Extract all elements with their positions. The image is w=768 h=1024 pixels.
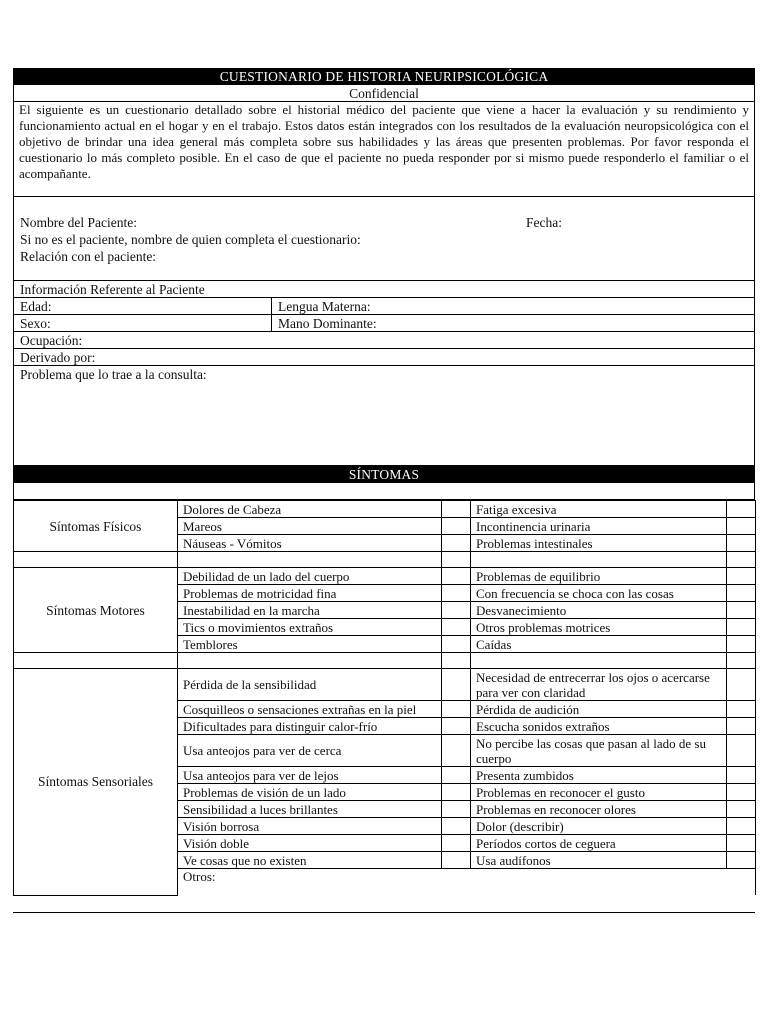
symptom-checkbox[interactable]	[727, 619, 756, 636]
symptom-checkbox[interactable]	[727, 501, 756, 518]
symptom-label: No percibe las cosas que pasan al lado de su cuerpo	[471, 735, 727, 767]
symptom-label: Ve cosas que no existen	[178, 852, 442, 869]
symptom-checkbox[interactable]	[727, 636, 756, 653]
date-label[interactable]: Fecha:	[526, 215, 562, 230]
symptom-label: Presenta zumbidos	[471, 767, 727, 784]
symptoms-table	[13, 500, 756, 896]
symptom-checkbox[interactable]	[727, 784, 756, 801]
symptom-label: Problemas de equilibrio	[471, 568, 727, 585]
symptom-label: Otros problemas motrices	[471, 619, 727, 636]
symptom-label: Problemas de visión de un lado	[178, 784, 442, 801]
symptom-label: Problemas en reconocer el gusto	[471, 784, 727, 801]
symptom-label: Caídas	[471, 636, 727, 653]
symptom-checkbox[interactable]	[727, 735, 756, 767]
symptom-label: Pérdida de la sensibilidad	[178, 669, 442, 701]
symptom-checkbox[interactable]	[727, 801, 756, 818]
gap-cell	[471, 552, 727, 568]
symptom-checkbox[interactable]	[727, 718, 756, 735]
symptom-row	[14, 669, 756, 701]
symptom-group-label: Síntomas Motores	[14, 568, 178, 653]
symptom-label: Períodos cortos de ceguera	[471, 835, 727, 852]
info-section-label: Información Referente al Paciente	[13, 281, 755, 298]
symptom-label: Cosquilleos o sensaciones extrañas en la piel	[178, 701, 442, 718]
gap-cell	[14, 653, 178, 669]
symptom-checkbox[interactable]	[727, 852, 756, 869]
intro-paragraph: El siguiente es un cuestionario detallado sobre el historial médico del paciente que viene a hacer la evaluación y su rendimiento y funcionamiento actual en el hogar y en el trabajo. Estos datos están integrados con los resultados de la evaluación neuropsicológica con el objetivo de brindar una idea general más completa sobre sus habilidades y las áreas que presenten problemas. Por favor responda el cuestionario lo más completo posible. En el caso de que el paciente no pueda responder por si mismo puede responderlo el familiar o el acompañante.	[13, 102, 755, 197]
symptom-label: Usa anteojos para ver de lejos	[178, 767, 442, 784]
symptom-group-label: Síntomas Sensoriales	[14, 669, 178, 896]
gap-cell	[727, 552, 756, 568]
sex-field[interactable]: Sexo:	[14, 315, 272, 331]
symptom-label: Desvanecimiento	[471, 602, 727, 619]
symptom-label: Usa anteojos para ver de cerca	[178, 735, 442, 767]
symptom-label: Problemas de motricidad fina	[178, 585, 442, 602]
gap-cell	[442, 552, 471, 568]
symptom-label: Necesidad de entrecerrar los ojos o acercarse para ver con claridad	[471, 669, 727, 701]
gap-cell	[14, 552, 178, 568]
gap-cell	[727, 653, 756, 669]
symptom-label: Pérdida de audición	[471, 701, 727, 718]
symptom-checkbox[interactable]	[442, 669, 471, 701]
symptom-label: Mareos	[178, 518, 442, 535]
patient-section	[13, 197, 755, 281]
form-title: CUESTIONARIO DE HISTORIA NEURIPSICOLÓGICA	[13, 68, 755, 85]
gap-cell	[178, 552, 442, 568]
symptom-checkbox[interactable]	[442, 518, 471, 535]
symptom-label: Debilidad de un lado del cuerpo	[178, 568, 442, 585]
symptom-checkbox[interactable]	[727, 535, 756, 552]
symptom-label: Visión borrosa	[178, 818, 442, 835]
symptom-label: Incontinencia urinaria	[471, 518, 727, 535]
group-gap-row	[14, 653, 756, 669]
symptom-checkbox[interactable]	[442, 636, 471, 653]
symptom-checkbox[interactable]	[442, 784, 471, 801]
symptom-checkbox[interactable]	[442, 585, 471, 602]
symptom-checkbox[interactable]	[442, 767, 471, 784]
relation-label[interactable]: Relación con el paciente:	[20, 249, 157, 264]
symptom-checkbox[interactable]	[442, 718, 471, 735]
symptom-label: Temblores	[178, 636, 442, 653]
symptom-label: Sensibilidad a luces brillantes	[178, 801, 442, 818]
bottom-rule	[13, 912, 755, 913]
symptom-checkbox[interactable]	[727, 818, 756, 835]
symptom-checkbox[interactable]	[727, 518, 756, 535]
symptom-label: Dolores de Cabeza	[178, 501, 442, 518]
symptom-label: Usa audífonos	[471, 852, 727, 869]
symptom-label: Con frecuencia se choca con las cosas	[471, 585, 727, 602]
symptom-checkbox[interactable]	[442, 835, 471, 852]
patient-name-label[interactable]: Nombre del Paciente:	[20, 215, 137, 230]
symptom-checkbox[interactable]	[442, 818, 471, 835]
others-field[interactable]: Otros:	[178, 869, 756, 896]
symptom-label: Inestabilidad en la marcha	[178, 602, 442, 619]
symptom-checkbox[interactable]	[727, 568, 756, 585]
symptom-checkbox[interactable]	[727, 669, 756, 701]
respondent-label[interactable]: Si no es el paciente, nombre de quien completa el cuestionario:	[20, 232, 361, 247]
group-gap-row	[14, 552, 756, 568]
symptom-label: Tics o movimientos extraños	[178, 619, 442, 636]
gap-cell	[442, 653, 471, 669]
symptoms-spacer	[13, 483, 755, 500]
symptom-label: Fatiga excesiva	[471, 501, 727, 518]
symptom-checkbox[interactable]	[442, 501, 471, 518]
symptom-label: Problemas en reconocer olores	[471, 801, 727, 818]
symptom-label: Escucha sonidos extraños	[471, 718, 727, 735]
symptom-label: Náuseas - Vómitos	[178, 535, 442, 552]
age-field[interactable]: Edad:	[14, 298, 272, 314]
problem-field[interactable]: Problema que lo trae a la consulta:	[13, 366, 755, 466]
symptom-checkbox[interactable]	[442, 852, 471, 869]
symptom-checkbox[interactable]	[727, 835, 756, 852]
confidential-label: Confidencial	[13, 85, 755, 102]
symptoms-title: SÍNTOMAS	[13, 466, 755, 483]
symptom-checkbox[interactable]	[442, 602, 471, 619]
symptom-label: Visión doble	[178, 835, 442, 852]
symptom-row	[14, 568, 756, 585]
language-field[interactable]: Lengua Materna:	[278, 299, 371, 314]
referred-field[interactable]: Derivado por:	[13, 349, 755, 366]
symptom-checkbox[interactable]	[442, 535, 471, 552]
symptom-checkbox[interactable]	[442, 735, 471, 767]
symptom-group-label: Síntomas Físicos	[14, 501, 178, 552]
symptom-checkbox[interactable]	[727, 767, 756, 784]
symptom-checkbox[interactable]	[727, 602, 756, 619]
symptom-label: Dificultades para distinguir calor-frío	[178, 718, 442, 735]
questionnaire-form	[13, 68, 755, 896]
symptom-checkbox[interactable]	[442, 701, 471, 718]
symptom-row	[14, 501, 756, 518]
hand-field[interactable]: Mano Dominante:	[278, 316, 377, 331]
symptom-checkbox[interactable]	[442, 619, 471, 636]
sex-hand-row	[13, 315, 755, 332]
symptom-checkbox[interactable]	[727, 701, 756, 718]
age-language-row	[13, 298, 755, 315]
symptom-checkbox[interactable]	[442, 568, 471, 585]
symptom-checkbox[interactable]	[442, 801, 471, 818]
symptom-checkbox[interactable]	[727, 585, 756, 602]
gap-cell	[178, 653, 442, 669]
symptom-label: Dolor (describir)	[471, 818, 727, 835]
symptom-label: Problemas intestinales	[471, 535, 727, 552]
gap-cell	[471, 653, 727, 669]
occupation-field[interactable]: Ocupación:	[13, 332, 755, 349]
